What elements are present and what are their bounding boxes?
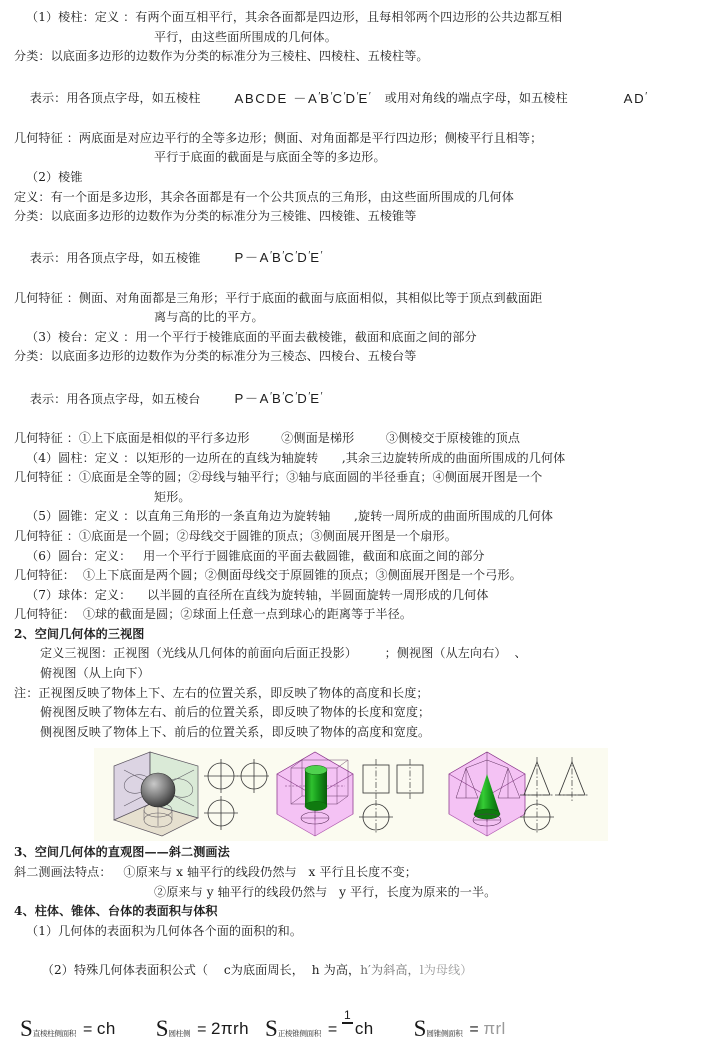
formula-body: ch: [354, 1019, 374, 1039]
pyramid-geometric-feature-line: 几何特征 ：侧面、对角面都是三角形；平行于底面的截面与底面相似，其相似比等于顶点到截面距: [14, 290, 543, 305]
prism-geometric-feature-line: 几何特征 ：两底面是对应边平行的全等多边形；侧面、对角面都是平行四边形；侧棱平行且相等；: [14, 130, 543, 145]
surface-area-formula-intro: [14, 941, 688, 1000]
sphere-three-view-diagram: [94, 748, 269, 841]
surface-area-item-1: （1）几何体的表面积为几何体各个面的面积的和。: [26, 923, 303, 938]
formula-fraction-one-half: [342, 1009, 353, 1037]
pyramid-repr-math: P－A′B′C′D′E′: [234, 250, 323, 266]
formula-symbol-S: S: [20, 1016, 33, 1041]
pyramid-representation-line: [14, 227, 688, 289]
formula-subscript: 正棱锥侧面积: [277, 1029, 321, 1039]
prism-definition-cont: 平行，由这些面所围成的几何体。: [154, 29, 337, 44]
oblique-feature-line-2: ②原来与 y 轴平行的线段仍然与 y 平行，长度为原来的一半。: [154, 884, 497, 899]
prism-frustum-geometric-feature-line: 几何特征 ：①上下底面是相似的平行多边形 ②侧面是梯形 ③侧棱交于原棱锥的顶点: [14, 430, 521, 445]
fraction-numerator: 1: [344, 1008, 351, 1023]
formula-symbol-S: S: [413, 1016, 427, 1041]
cone-frustum-definition-line: （6）圆台：定义： 用一个平行于圆锥底面的平面去截圆锥，截面和底面之间的部分: [26, 548, 485, 563]
sphere-geometric-feature-line: 几何特征： ①球的截面是圆；②球面上任意一点到球心的距离等于半径。: [14, 607, 413, 622]
prism-repr-tail: AD′: [623, 90, 648, 106]
prism-representation-line: [14, 67, 688, 129]
prism-frustum-repr-prefix: 表示：用各顶点字母，如五棱台: [29, 391, 201, 406]
formula-cylinder-lateral: [156, 1017, 249, 1040]
formula-intro-vfaded: l为母线）: [419, 963, 473, 977]
formula-cone-lateral: [414, 1017, 506, 1040]
cylinder-definition-line: （4）圆柱：定义 ：以矩形的一边所在的直线为轴旋转 ,其余三边旋转所成的曲面所围成的几何体: [26, 450, 566, 465]
formula-body: 2πrh: [211, 1019, 249, 1039]
cylinder-geometric-feature-cont: 矩形。: [154, 489, 191, 504]
formula-symbol-S: S: [264, 1016, 278, 1041]
formula-intro-faded: h′为斜高，: [360, 963, 420, 977]
prism-classification-line: 分类：以底面多边形的边数作为分类的标准分为三棱柱、四棱柱、五棱柱等。: [14, 49, 429, 64]
prism-frustum-classification-line: 分类：以底面多边形的边数作为分类的标准分为三棱态、四棱台、五棱台等: [14, 349, 417, 364]
pyramid-definition-line: 定义：有一个面是多边形，其余各面都是有一个公共顶点的三角形，由这些面所围成的几何体: [14, 189, 514, 204]
formula-subscript: 直棱柱侧面积: [32, 1029, 76, 1039]
three-views-note-top: 俯视图反映了物体左右、前后的位置关系，即反映了物体的长度和宽度；: [40, 705, 431, 720]
prism-geometric-feature-cont: 平行于底面的截面是与底面全等的多边形。: [154, 150, 386, 165]
three-view-figure-strip: [94, 748, 608, 841]
surface-area-formula-row: [14, 1010, 688, 1040]
formula-equals: =: [469, 1021, 480, 1039]
fraction-bar: [342, 1022, 353, 1023]
cone-geometric-feature-line: 几何特征 ：①底面是一个圆；②母线交于圆锥的顶点；③侧面展开图是一个扇形。: [14, 528, 457, 543]
prism-frustum-repr-math: P－A′B′C′D′E′: [234, 390, 323, 406]
three-views-definition-line: 定义三视图：正视图（光线从几何体的前面向后面正投影） ；侧视图（从左向右） 、: [40, 646, 527, 661]
cylinder-three-view-diagram: [269, 748, 441, 841]
cone-frustum-geometric-feature-line: 几何特征： ①上下底面是两个圆；②侧面母线交于原圆锥的顶点；③侧面展开图是一个弓形。: [14, 568, 522, 583]
formula-body: πrl: [483, 1019, 506, 1039]
three-views-heading: 2、空间几何体的三视图: [14, 626, 145, 641]
surface-area-heading: 4、柱体、锥体、台体的表面积与体积: [14, 904, 218, 919]
formula-right-prism-lateral: [20, 1017, 116, 1040]
prism-frustum-representation-line: [14, 367, 688, 429]
cone-three-view-diagram: [441, 748, 608, 841]
formula-intro-clear: （2）特殊几何体表面积公式（ c为底面周长， h 为高，: [41, 963, 361, 977]
cone-definition-line: （5）圆锥：定义 ：以直角三角形的一条直角边为旋转轴 ,旋转一周所成的曲面所围成的几何体: [26, 509, 554, 524]
pyramid-repr-prefix: 表示：用各顶点字母，如五棱锥: [29, 251, 201, 266]
prism-repr-prefix: 表示：用各顶点字母，如五棱柱: [29, 91, 201, 106]
prism-frustum-definition-line: （3）棱台：定义 ：用一个平行于棱锥底面的平面去截棱锥，截面和底面之间的部分: [26, 329, 477, 344]
formula-body: ch: [96, 1019, 116, 1039]
three-views-note-front: 注：正视图反映了物体上下、左右的位置关系，即反映了物体的高度和长度；: [14, 685, 429, 700]
formula-regular-pyramid-lateral: [265, 1010, 374, 1040]
prism-repr-mid: 或用对角线的端点字母，如五棱柱: [384, 91, 568, 106]
sphere-definition-line: （7）球体：定义： 以半圆的直径所在直线为旋转轴，半圆面旋转一周形成的几何体: [26, 587, 489, 602]
formula-equals: =: [197, 1021, 208, 1039]
three-views-top-view-line: 俯视图（从上向下）: [40, 666, 150, 681]
formula-subscript: 圆柱侧: [168, 1029, 191, 1039]
formula-subscript: 圆锥侧面积: [426, 1029, 463, 1039]
prism-repr-math: ABCDE －A′B′C′D′E′: [234, 90, 371, 106]
oblique-heading: 3、空间几何体的直观图——斜二测画法: [14, 845, 230, 860]
prism-definition-line: （1）棱柱：定义 ：有两个面互相平行，其余各面都是四边形，且每相邻两个四边形的公共边都互相: [26, 10, 563, 24]
formula-symbol-S: S: [155, 1016, 169, 1041]
pyramid-classification-line: 分类：以底面多边形的边数作为分类的标准分为三棱锥、四棱锥、五棱锥等: [14, 209, 417, 224]
pyramid-heading: （2）棱锥: [26, 169, 83, 184]
three-views-note-side: 侧视图反映了物体上下、前后的位置关系，即反映了物体的高度和宽度。: [40, 724, 431, 739]
oblique-feature-line-1: 斜二测画法特点： ①原来与 x 轴平行的线段仍然与 x 平行且长度不变；: [14, 865, 417, 880]
pyramid-geometric-feature-cont: 离与高的比的平方。: [154, 310, 264, 325]
cylinder-geometric-feature-line: 几何特征 ：①底面是全等的圆；②母线与轴平行；③轴与底面圆的半径垂直；④侧面展开图是一个: [14, 470, 543, 485]
formula-equals: =: [82, 1021, 93, 1039]
formula-equals: =: [327, 1021, 338, 1039]
